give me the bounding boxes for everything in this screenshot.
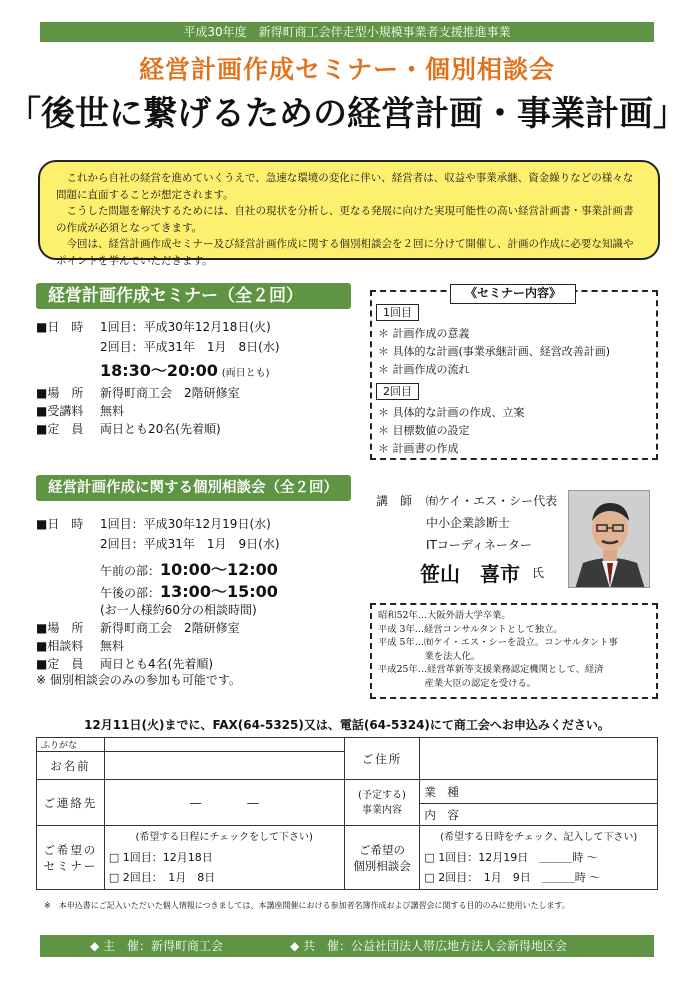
seminar-choice-field[interactable] (104, 826, 344, 890)
content-item: ＊ 目標数値の設定 (378, 424, 470, 437)
consult-fee-label: ■相談料 (36, 639, 84, 653)
consult-am: 10:00～12:00 (160, 560, 278, 579)
career-line: 昭和52年…大阪外語大学卒業。 (378, 610, 511, 621)
intro-paragraph: これから自社の経営を進めていくうえで、急速な環境の変化に伴い、経営者は、収益や事業承継、資金繰りなどの様々な問題に直面することが想定されます。 (56, 172, 634, 201)
seminar-time: 18:30～20:00 (100, 361, 218, 380)
consult-place-label: ■場 所 (36, 621, 84, 635)
industry-field[interactable] (420, 780, 658, 804)
business-label (344, 780, 420, 826)
consult-pm: 13:00～15:00 (160, 582, 278, 601)
content-item: ＊ 計画書の作成 (378, 442, 459, 455)
seminar-capacity-label: ■定 員 (36, 422, 84, 436)
intro-box (38, 160, 660, 267)
address-field[interactable] (420, 738, 658, 780)
furigana-field[interactable] (104, 738, 344, 752)
industry-label: 業 種 (424, 784, 459, 799)
seminar-fee: 無料 (100, 404, 125, 418)
seminar-date2: 2回目：平成31年 1月 8日(水) (100, 340, 280, 354)
consult-only-note: ※ 個別相談会のみの参加も可能です。 (36, 673, 241, 687)
subtitle: 経営計画作成セミナー・個別相談会 (138, 55, 555, 84)
contact-label: ご連絡先 (37, 780, 105, 826)
content-item: ＊ 具体的な計画(事業承継計画、経営改善計画) (378, 345, 611, 358)
seminar-place: 新得町商工会 2階研修室 (100, 386, 240, 400)
consult-pm-label: 午後の部： (100, 586, 161, 600)
career-line: 平成 3年…経営コンサルタントとして独立。 (378, 623, 563, 635)
name-field[interactable] (104, 752, 344, 780)
lecturer-label: 講 師 (376, 494, 413, 508)
consult-option-2[interactable]: □ 2回目： 1月 9日 ＿＿＿時 ～ (424, 870, 601, 884)
seminar-heading: 経営計画作成セミナー（全２回） (36, 283, 351, 309)
intro-paragraph: こうした問題を解決するためには、自社の現状を分析し、更なる発展に向けた実現可能性の高い経営計画書・事業計画書の作成が必須となってきます。 (56, 205, 634, 234)
career-line: 平成 5年…㈲ケイ・エス・シーを設立。コンサルタント事 (378, 637, 618, 648)
business-main: 事業内容 (361, 804, 402, 816)
lecturer-title3: ITコーディネーター (426, 538, 532, 552)
business-pre: (予定する) (358, 789, 406, 801)
seminar-content-title: 《セミナー内容》 (450, 284, 576, 304)
consult-am-label: 午前の部： (100, 564, 161, 578)
content-item: ＊ 具体的な計画の作成、立案 (378, 406, 525, 419)
lecturer-photo (568, 490, 650, 588)
consult-date-label: ■日 時 (36, 517, 84, 531)
consult-place: 新得町商工会 2階研修室 (100, 621, 240, 635)
header-band: 平成30年度 新得町商工会伴走型小規模事業者支援推進事業 (40, 22, 654, 42)
consult-choice-field[interactable] (420, 826, 658, 890)
career-line: 産業大臣の認定を受ける。 (378, 677, 537, 689)
consult-choice-label: ご希望の 個別相談会 (344, 826, 420, 890)
day2-tag: 2回目 (376, 383, 419, 400)
contact-field[interactable]: ― ― (104, 780, 344, 826)
consult-option-1[interactable]: □ 1回目：12月19日 ＿＿＿時 ～ (424, 850, 598, 864)
seminar-choice-label: ご希望の セミナー (37, 826, 105, 890)
seminar-fee-label: ■受講料 (36, 404, 84, 418)
consult-choice-note: (希望する日時をチェック、記入して下さい) (440, 831, 638, 843)
consult-date1: 1回目：平成30年12月19日(水) (100, 517, 271, 531)
intro-paragraph: 今回は、経営計画作成セミナー及び経営計画作成に関する個別相談会を２回に分けて開催し、計画の作成に必要な知識やポイントを学んでいただきます。 (56, 238, 634, 267)
seminar-place-label: ■場 所 (36, 386, 84, 400)
footer-host: ◆ 主 催：新得町商工会 (90, 939, 224, 953)
name-label: お名前 (37, 752, 105, 780)
address-label: ご住所 (344, 738, 420, 780)
detail-field[interactable] (420, 804, 658, 826)
seminar-choice-note: (希望する日程にチェックをして下さい) (135, 831, 313, 843)
career-line: 平成25年…経営革新等支援業務認定機関として、経済 (378, 664, 604, 675)
seminar-time-note: (両日とも) (221, 368, 270, 379)
seminar-option-1[interactable]: □ 1回目：12月18日 (108, 850, 213, 864)
seminar-option-2[interactable]: □ 2回目： 1月 8日 (108, 870, 216, 884)
content-item: ＊ 計画作成の意義 (378, 327, 470, 340)
career-line: 業を法人化。 (378, 650, 481, 662)
lecturer-name: 笹山 喜市 (420, 562, 520, 586)
consult-capacity-label: ■定 員 (36, 657, 84, 671)
consult-note: (お一人様約60分の相談時間) (100, 603, 257, 617)
consult-date2: 2回目：平成31年 1月 9日(水) (100, 537, 280, 551)
consult-heading: 経営計画作成に関する個別相談会（全２回） (36, 475, 351, 501)
footer-band (40, 935, 654, 957)
lecturer-title1: ㈲ケイ・エス・シー代表 (426, 494, 558, 508)
lecturer-title2: 中小企業診断士 (426, 516, 511, 530)
content-item: ＊ 計画作成の流れ (378, 363, 470, 376)
seminar-date-label: ■日 時 (36, 320, 84, 334)
lecturer-career (370, 603, 658, 699)
consult-fee: 無料 (100, 639, 125, 653)
furigana-label: ふりがな (37, 738, 105, 752)
main-title: 「後世に繋げるための経営計画・事業計画」 (7, 94, 687, 134)
day1-tag: 1回目 (376, 304, 419, 321)
footer-cohost: ◆ 共 催：公益社団法人帯広地方法人会新得地区会 (290, 939, 568, 953)
application-form (36, 737, 658, 890)
seminar-capacity: 両日とも20名(先着順) (100, 422, 221, 436)
detail-label: 内 容 (424, 807, 459, 822)
lecturer-honorific: 氏 (532, 566, 545, 580)
deadline-text: 12月11日(火)までに、FAX(64-5325)又は、電話(64-5324)にて商工会へお申込みください。 (84, 718, 610, 732)
privacy-note: ※ 本申込書にご記入いただいた個人情報につきましては、本講座開催における参加者名簿作成および講習会に関する目的のみに使用いたします。 (44, 901, 570, 910)
seminar-date1: 1回目：平成30年12月18日(火) (100, 320, 271, 334)
consult-capacity: 両日とも4名(先着順) (100, 657, 213, 671)
